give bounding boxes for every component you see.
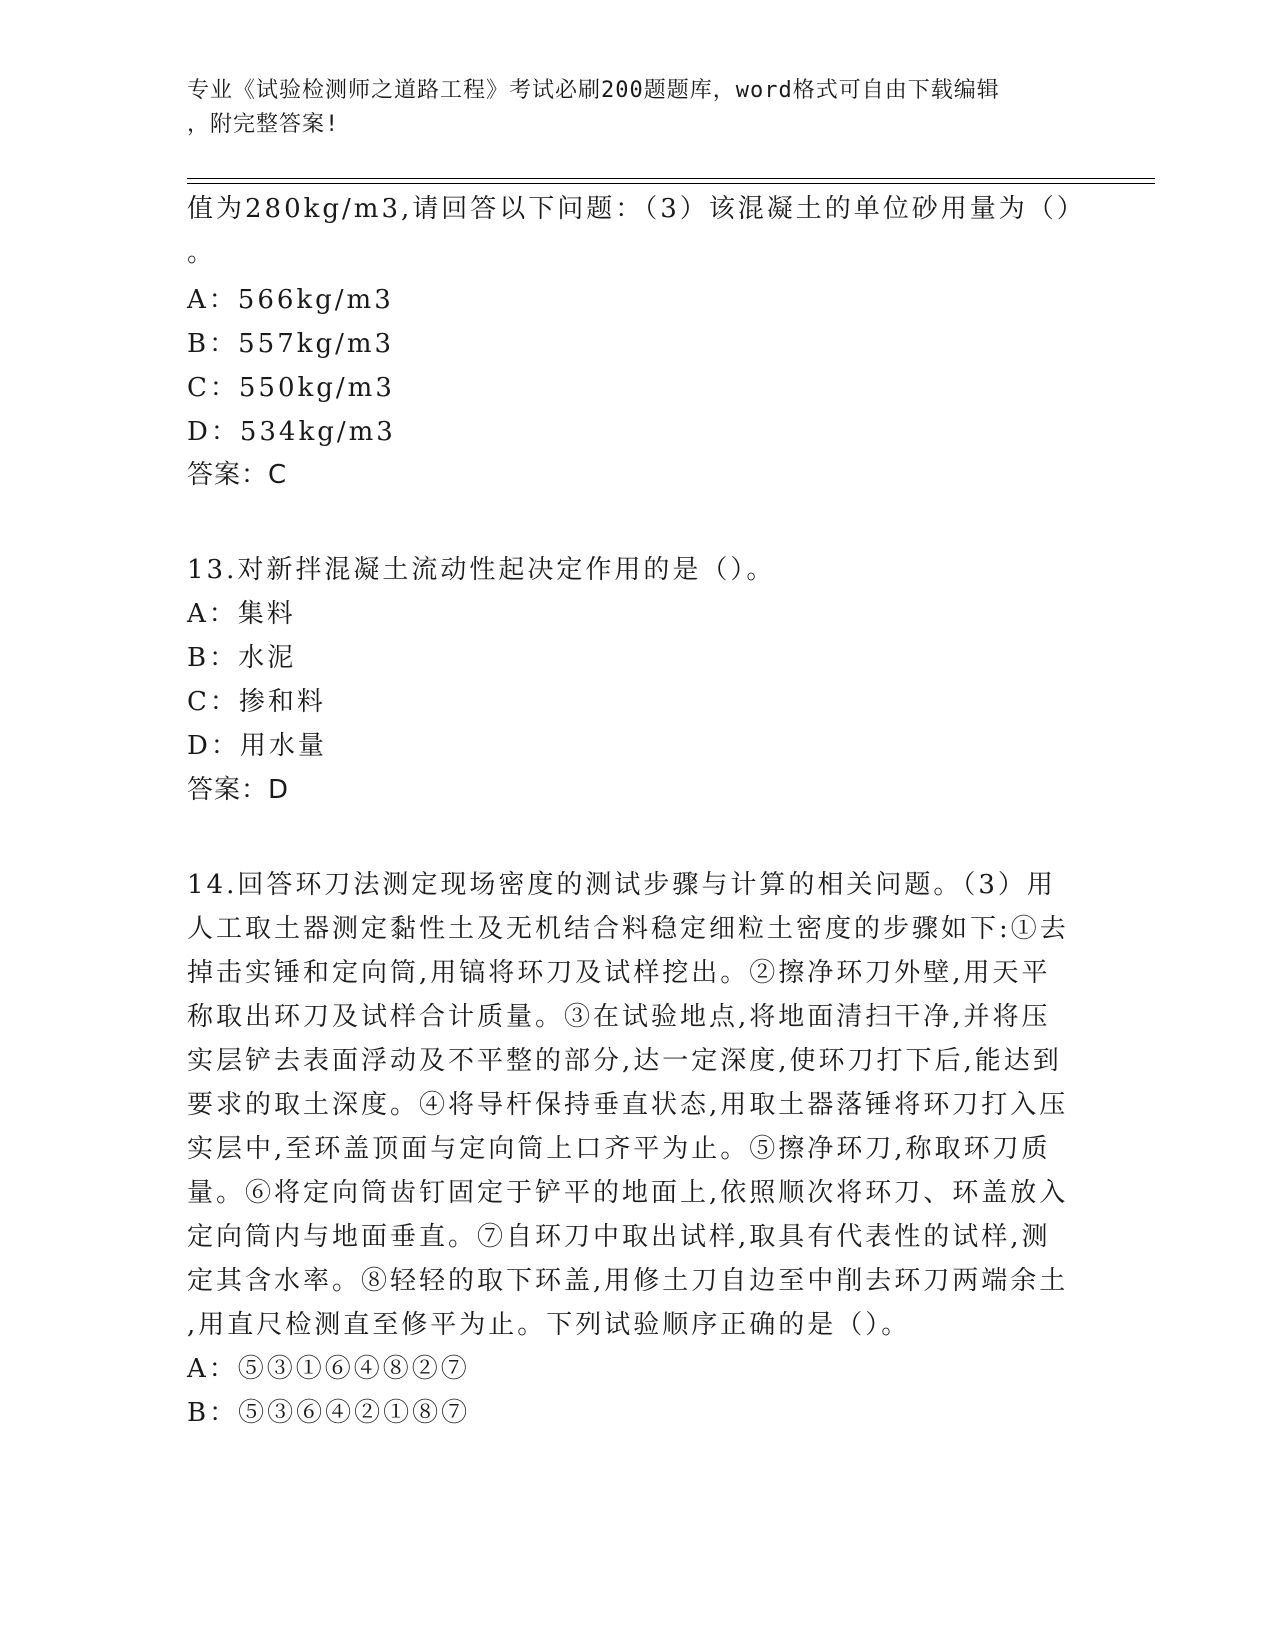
q14-stem-line-2: 人工取土器测定黏性土及无机结合料稳定细粒土密度的步骤如下:①去 — [187, 914, 1069, 944]
header-title-line-1: 专业《试验检测师之道路工程》考试必刷200题题库，word格式可自由下载编辑 — [187, 78, 1000, 103]
q13-answer: 答案：D — [187, 775, 290, 805]
q14-option-a: A：⑤③①⑥④⑧②⑦ — [187, 1354, 470, 1384]
q14-stem-line-8: 量。⑥将定向筒齿钉固定于铲平的地面上,依照顺次将环刀、环盖放入 — [187, 1178, 1069, 1208]
q13-option-d: D：用水量 — [187, 731, 327, 761]
q14-stem-line-3: 掉击实锤和定向筒,用镐将环刀及试样挖出。②擦净环刀外壁,用天平 — [187, 958, 1051, 988]
header-divider-top — [187, 178, 1155, 179]
q14-stem-line-11: ,用直尺检测直至修平为止。下列试验顺序正确的是（）。 — [187, 1310, 911, 1340]
q14-stem-line-9: 定向筒内与地面垂直。⑦自环刀中取出试样,取具有代表性的试样,测 — [187, 1222, 1051, 1252]
q13-option-a: A：集料 — [187, 599, 296, 629]
q12-stem-line-2: 。 — [187, 238, 217, 268]
document-header — [187, 74, 1077, 142]
header-title-line-2: ，附完整答案! — [187, 112, 340, 137]
q12-option-c: C：550kg/m3 — [187, 373, 395, 403]
q12-stem-line-1: 值为280kg/m3,请回答以下问题：（3）该混凝土的单位砂用量为（） — [187, 194, 1086, 224]
q14-stem-line-7: 实层中,至环盖顶面与定向筒上口齐平为止。⑤擦净环刀,称取环刀质 — [187, 1134, 1051, 1164]
q14-stem-line-1: 14.回答环刀法测定现场密度的测试步骤与计算的相关问题。（3）用 — [187, 870, 1056, 900]
q13-option-c: C：掺和料 — [187, 687, 326, 717]
q12-answer: 答案：C — [187, 460, 288, 490]
q14-stem-line-5: 实层铲去表面浮动及不平整的部分,达一定深度,使环刀打下后,能达到 — [187, 1046, 1062, 1076]
q14-stem-line-10: 定其含水率。⑧轻轻的取下环盖,用修土刀自边至中削去环刀两端余土 — [187, 1266, 1069, 1296]
q12-option-d: D：534kg/m3 — [187, 417, 396, 447]
q12-option-a: A：566kg/m3 — [187, 285, 394, 315]
q13-stem: 13.对新拌混凝土流动性起决定作用的是（）。 — [187, 555, 776, 585]
q12-option-b: B：557kg/m3 — [187, 329, 395, 359]
q14-stem-line-6: 要求的取土深度。④将导杆保持垂直状态,用取土器落锤将环刀打入压 — [187, 1090, 1069, 1120]
q14-stem-line-4: 称取出环刀及试样合计质量。③在试验地点,将地面清扫干净,并将压 — [187, 1002, 1051, 1032]
q13-option-b: B：水泥 — [187, 643, 297, 673]
header-divider-bottom — [187, 183, 1155, 184]
q14-option-b: B：⑤③⑥④②①⑧⑦ — [187, 1398, 471, 1428]
